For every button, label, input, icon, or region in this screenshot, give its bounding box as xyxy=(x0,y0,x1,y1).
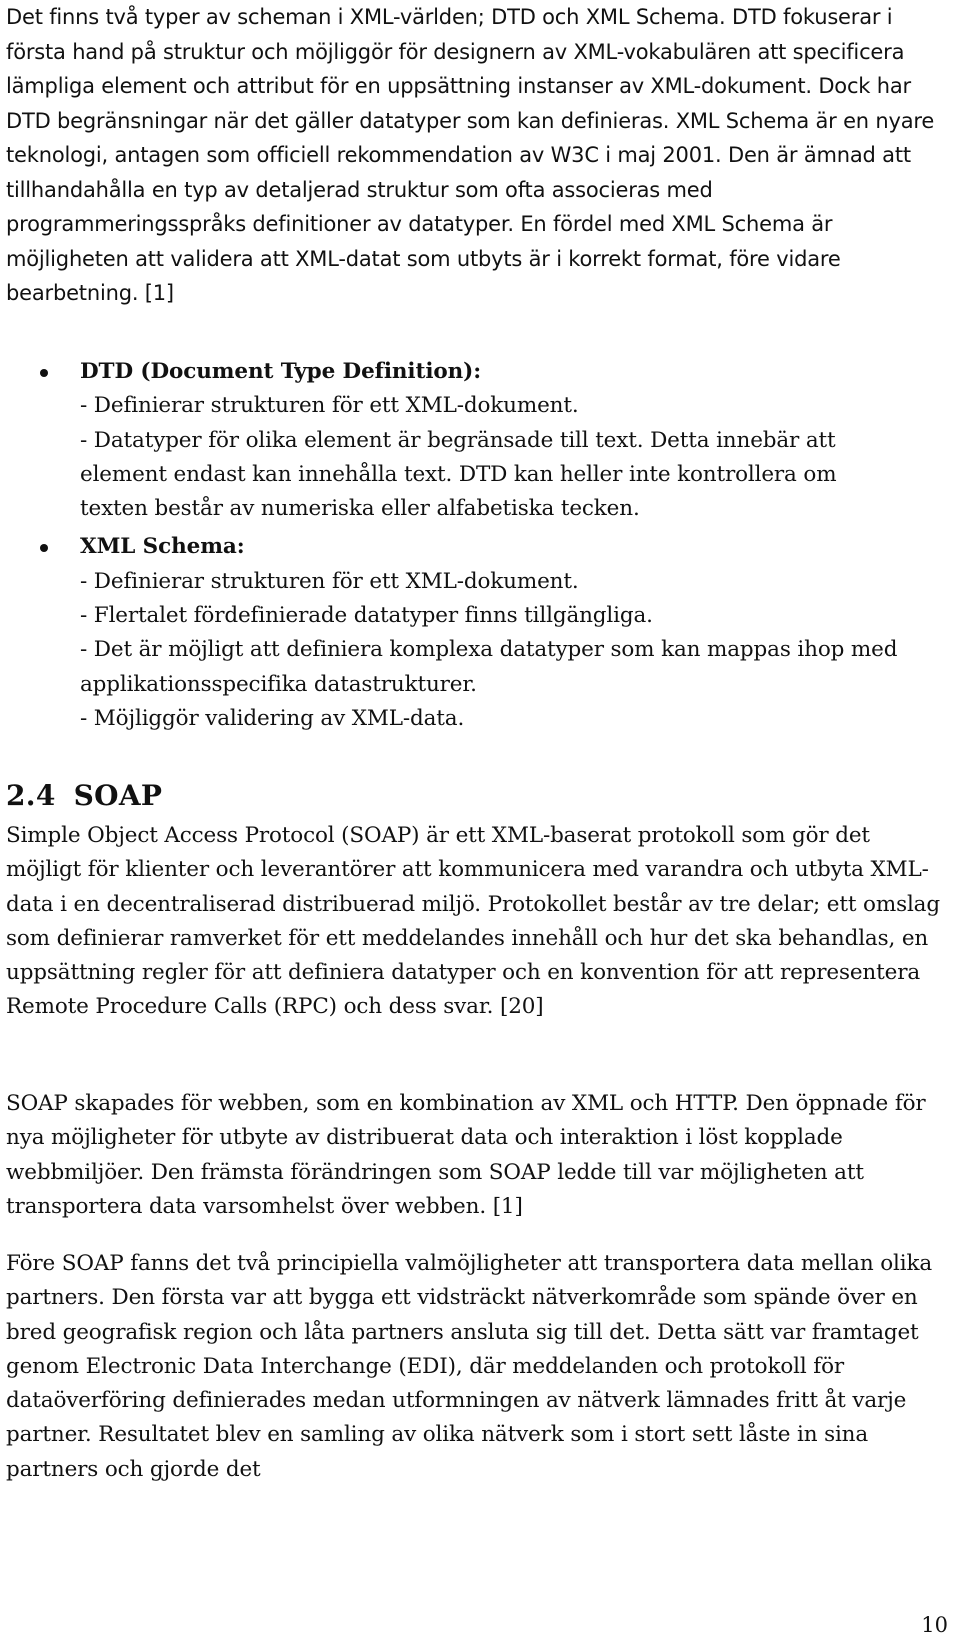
soap-paragraph-1: Simple Object Access Protocol (SOAP) är ett XML-baserat protokoll som gör det möjligt för klienter och leverantörer att kommunicera med varandra och utbyta XML-data i en decentraliserad distribuerad miljö. Protokollet består av tre delar; ett omslag som definierar ramverket för ett meddelandes innehåll och hur det ska behandlas, en uppsättning regler för att definiera datatyper och en konvention för att representera Remote Procedure Calls (RPC) och dess svar. [20] xyxy=(6,823,940,1020)
bullet-item-xml-schema xyxy=(0,530,960,736)
page-number: 10 xyxy=(921,1613,948,1637)
bullet-title: DTD (Document Type Definition): xyxy=(80,359,482,384)
bullet-line: - Definierar strukturen för ett XML-dokument. xyxy=(80,393,579,419)
section-heading xyxy=(6,776,162,816)
intro-paragraph: Det finns två typer av scheman i XML-världen; DTD och XML Schema. DTD fokuserar i första hand på struktur och möjliggör för designern av XML-vokabulären att specificera lämpliga element och attribut för en uppsättning instanser av XML-dokument. Dock har DTD begränsningar när det gäller datatyper som kan definieras. XML Schema är en nyare teknologi, antagen som officiell rekommendation av W3C i maj 2001. Den är ämnad att tillhandahålla en typ av detaljerad struktur som ofta associeras med programmeringsspråks definitioner av datatyper. En fördel med XML Schema är möjligheten att validera att XML-datat som utbyts är i korrekt format, före vidare bearbetning. [1] xyxy=(6,5,935,305)
bullet-dot-icon xyxy=(40,544,48,552)
bullet-dot-icon xyxy=(40,369,48,377)
bullet-line: - Definierar strukturen för ett XML-dokument. xyxy=(80,568,579,594)
soap-paragraph-2: SOAP skapades för webben, som en kombination av XML och HTTP. Den öppnade för nya möjligheter för utbyte av distribuerat data och interaktion i löst kopplade webbmiljöer. Den främsta förändringen som SOAP ledde till var möjligheten att transportera data varsomhelst över webben. [1] xyxy=(6,1091,926,1219)
bullet-item-dtd xyxy=(0,355,960,526)
soap-paragraph-3: Före SOAP fanns det två principiella valmöjligheter att transportera data mellan olika partners. Den första var att bygga ett vidsträckt nätverkområde som spände över en bred geografisk region och låta partners ansluta sig till det. Detta sätt var framtaget genom Electronic Data Interchange (EDI), där meddelanden och protokoll för dataöverföring definierades medan utformningen av nätverk lämnades fritt åt varje partner. Resultatet blev en samling av olika nätverk som i stort sett låste in sina partners och gjorde det xyxy=(6,1251,932,1482)
section-number: 2.4 xyxy=(6,779,56,812)
bullet-line: - Möjliggör validering av XML-data. xyxy=(80,705,465,731)
bullet-line: - Datatyper för olika element är begränsade till text. Detta innebär att element endast kan innehålla text. DTD kan heller inte kontrollera om texten består av numeriska eller alfabetiska tecken. xyxy=(80,427,837,522)
bullet-line: - Flertalet fördefinierade datatyper finns tillgängliga. xyxy=(80,603,653,629)
schema-bullet-list xyxy=(0,355,960,736)
section-title: SOAP xyxy=(73,779,163,812)
bullet-title: XML Schema: xyxy=(80,534,245,560)
bullet-line: - Det är möjligt att definiera komplexa datatyper som kan mappas ihop med applikationsspecifika datastrukturer. xyxy=(80,637,898,697)
